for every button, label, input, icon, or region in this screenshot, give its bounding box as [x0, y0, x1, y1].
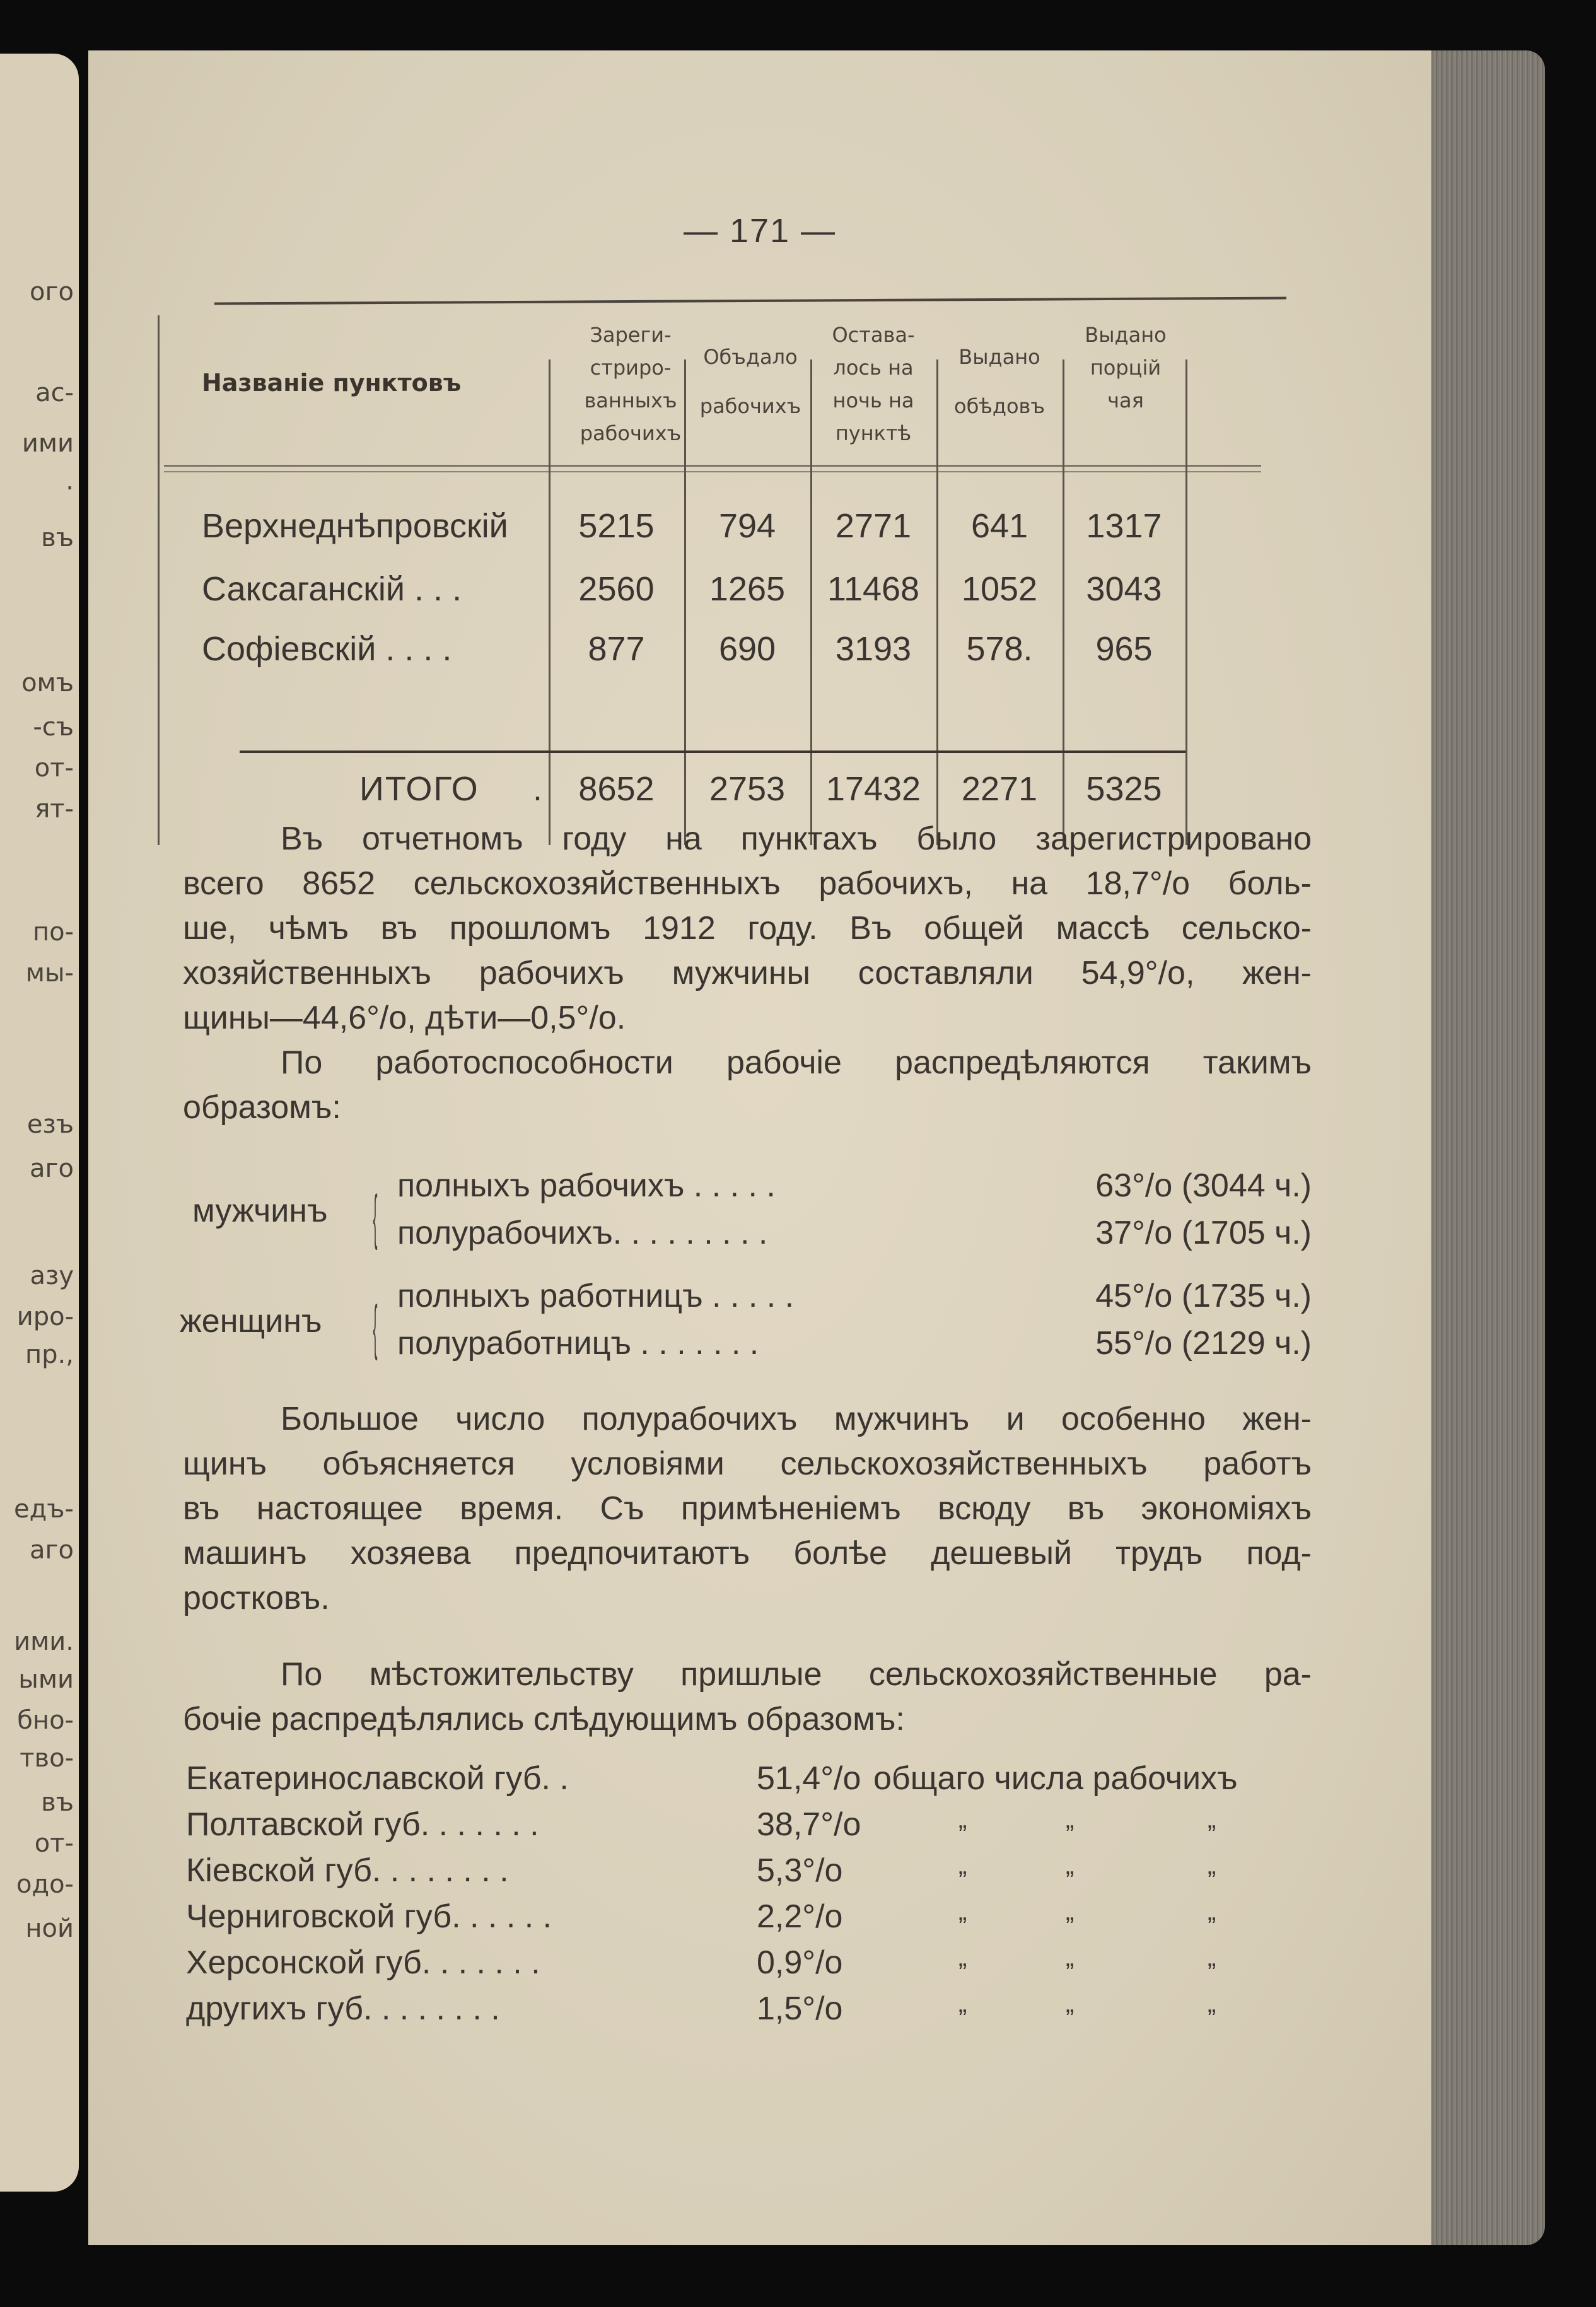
- row-value: 11468: [827, 570, 920, 608]
- text-line: образомъ:: [183, 1089, 341, 1126]
- text-line: всего 8652 сельскохозяйственныхъ рабочихъ, на 18,7°/o боль-: [183, 865, 1312, 902]
- province-value: 0,9°/o: [757, 1944, 843, 1981]
- table-header: [164, 312, 1261, 457]
- header-cell: стриро-: [590, 356, 672, 380]
- table-row: [164, 506, 1261, 563]
- left-fragment: одо-: [16, 1870, 74, 1899]
- row-value: 877: [588, 630, 645, 668]
- header-rule-2: [164, 471, 1261, 472]
- brace-icon: {: [373, 1183, 378, 1251]
- group-line: полныхъ рабочихъ . . . . .: [397, 1167, 776, 1204]
- row-value: 965: [1095, 630, 1153, 668]
- total-label: ИТОГО: [359, 770, 479, 808]
- ditto-mark: „: [1208, 1898, 1216, 1925]
- province-row: [186, 1806, 1315, 1850]
- header-cell: порцій: [1090, 356, 1162, 380]
- province-value: 51,4°/o: [757, 1760, 861, 1797]
- left-fragment: ас-: [35, 378, 74, 407]
- group-line: полныхъ работницъ . . . . .: [397, 1278, 795, 1314]
- province-name: [186, 1990, 500, 2028]
- left-fragment: бно-: [17, 1706, 74, 1735]
- text-line: машинъ хозяева предпочитаютъ болѣе дешевый трудъ под-: [183, 1535, 1312, 1572]
- ditto-mark: „: [1066, 1806, 1075, 1833]
- page-edges: [1428, 50, 1545, 2245]
- text-line: По работоспособности рабочіе распредѣляются такимъ: [281, 1044, 1312, 1081]
- text-line: Большое число полурабочихъ мужчинъ и особенно жен-: [281, 1401, 1312, 1437]
- text-line: Въ отчетномъ году на пунктахъ было зарегистрировано: [281, 821, 1312, 857]
- ditto-mark: „: [1208, 1944, 1216, 1971]
- left-fragment: от-: [34, 1829, 74, 1858]
- table-row: [164, 629, 1261, 686]
- row-value: 794: [718, 507, 776, 545]
- group-label: мужчинъ: [192, 1193, 328, 1229]
- row-value: 1317: [1086, 507, 1162, 545]
- table-column-rule: [158, 315, 160, 845]
- header-name: Названіе пунктовъ: [202, 369, 462, 397]
- province-dots: . . . . . .: [431, 1944, 540, 1981]
- province-value: 1,5°/o: [757, 1990, 843, 2027]
- ditto-mark: „: [958, 1898, 967, 1925]
- group-line: полурабочихъ. . . . . . . . .: [397, 1215, 768, 1251]
- province-row: [186, 1898, 1315, 1942]
- paragraph-1: [183, 817, 1312, 1041]
- left-fragment: аго: [30, 1154, 74, 1183]
- row-value: 690: [718, 630, 776, 668]
- group-label: женщинъ: [180, 1303, 322, 1340]
- left-fragment: омъ: [21, 669, 74, 698]
- province-row: [186, 1990, 1315, 2035]
- row-name: Верхнеднѣпровскій: [202, 507, 508, 545]
- province-label: Полтавской губ.: [186, 1806, 430, 1843]
- header-cell: пунктѣ: [835, 421, 912, 445]
- group-value: 45°/o (1735 ч.): [1095, 1278, 1312, 1314]
- ditto-mark: „: [958, 1806, 967, 1833]
- text-line: въ настоящее время. Съ примѣненіемъ всюду въ экономіяхъ: [183, 1490, 1312, 1527]
- row-value: 1265: [709, 570, 786, 608]
- province-name: [186, 1944, 540, 1982]
- row-name: Софіевскій . . . .: [202, 630, 452, 668]
- province-row: [186, 1760, 1315, 1804]
- left-fragment: -съ: [33, 713, 74, 742]
- ditto-mark: „: [1066, 1852, 1075, 1879]
- left-fragment: едъ-: [14, 1495, 74, 1524]
- ditto-mark: „: [958, 1944, 967, 1971]
- left-fragment: от-: [34, 754, 74, 783]
- province-label: Кіевской губ.: [186, 1852, 382, 1889]
- province-label: Екатеринославской губ.: [186, 1760, 550, 1797]
- row-value: 3043: [1086, 570, 1162, 608]
- total-value: 17432: [825, 770, 921, 808]
- table-row: [164, 569, 1261, 626]
- province-dots: . . . . . . .: [381, 1852, 509, 1889]
- left-fragment: азу: [30, 1261, 74, 1290]
- brace-icon: {: [373, 1293, 378, 1361]
- left-fragment: .: [66, 467, 74, 496]
- row-value: 578.: [966, 630, 1033, 668]
- left-fragment: ими: [21, 429, 74, 458]
- province-tail: общаго числа рабочихъ: [873, 1760, 1238, 1797]
- province-row: [186, 1852, 1315, 1896]
- header-cell: Выдано: [958, 345, 1040, 369]
- province-dots: .: [550, 1760, 569, 1797]
- header-cell: Объдало: [703, 345, 798, 369]
- province-value: 5,3°/o: [757, 1852, 843, 1889]
- header-cell: Выдано: [1085, 323, 1167, 347]
- row-value: 2771: [835, 507, 912, 545]
- ditto-mark: „: [1208, 1990, 1216, 2018]
- paragraph-4: [183, 1652, 1312, 1742]
- work-group: [180, 1277, 1312, 1372]
- book-page: [88, 50, 1431, 2245]
- row-value: 2560: [578, 570, 655, 608]
- left-fragment: ыми: [18, 1665, 74, 1694]
- row-value: 641: [970, 507, 1028, 545]
- province-label: Черниговской губ.: [186, 1898, 461, 1935]
- ditto-mark: „: [958, 1990, 967, 2018]
- group-value: 63°/o (3044 ч.): [1095, 1167, 1312, 1204]
- header-rule: [164, 465, 1261, 467]
- text-line: По мѣстожительству пришлые сельскохозяйственные ра-: [281, 1656, 1312, 1693]
- table-top-rule: [214, 297, 1286, 305]
- header-cell: рабочихъ: [580, 421, 682, 445]
- page-number: — 171 —: [683, 212, 837, 250]
- ditto-mark: „: [1066, 1898, 1075, 1925]
- paragraph-3: [183, 1397, 1312, 1621]
- left-fragment: тво-: [20, 1744, 74, 1773]
- text-line: ростковъ.: [183, 1580, 330, 1616]
- text-line: щинъ объясняется условіями сельскохозяйственныхъ работъ: [183, 1446, 1312, 1482]
- total-rule: [240, 751, 555, 753]
- group-line: полуработницъ . . . . . . .: [397, 1325, 759, 1362]
- left-fragment: мы-: [25, 959, 74, 988]
- left-fragment: иро-: [16, 1302, 74, 1331]
- group-value: 55°/o (2129 ч.): [1095, 1325, 1312, 1362]
- left-fragment: ной: [25, 1914, 74, 1943]
- left-fragment: ими.: [14, 1627, 74, 1656]
- text-line: хозяйственныхъ рабочихъ мужчины составляли 54,9°/o, жен-: [183, 955, 1312, 991]
- province-row: [186, 1944, 1315, 1989]
- total-value: 8652: [578, 770, 655, 808]
- header-cell: чая: [1107, 388, 1144, 412]
- province-name: [186, 1898, 552, 1936]
- work-group: [180, 1167, 1312, 1261]
- ditto-mark: „: [1208, 1852, 1216, 1879]
- province-dots: . . . . . .: [429, 1806, 539, 1843]
- province-label: Херсонской губ.: [186, 1944, 431, 1981]
- province-dots: . . . . .: [460, 1898, 552, 1935]
- text-line: бочіе распредѣлялись слѣдующимъ образомъ:: [183, 1701, 905, 1738]
- left-fragment: езъ: [26, 1110, 74, 1139]
- paragraph-2: [183, 1041, 1312, 1130]
- group-value: 37°/o (1705 ч.): [1095, 1215, 1312, 1251]
- row-value: 1052: [961, 570, 1038, 608]
- total-dot: .: [533, 770, 543, 808]
- left-fragment: въ: [41, 1788, 74, 1817]
- province-name: [186, 1760, 569, 1797]
- total-value: 2271: [961, 770, 1038, 808]
- header-cell: обѣдовъ: [954, 394, 1045, 418]
- province-label: другихъ губ.: [186, 1990, 373, 2027]
- province-name: [186, 1852, 509, 1889]
- province-name: [186, 1806, 539, 1843]
- header-cell: рабочихъ: [699, 394, 801, 418]
- left-fragment: ого: [30, 277, 74, 307]
- row-value: 5215: [578, 507, 655, 545]
- header-cell: Остава-: [832, 323, 915, 347]
- header-cell: лось на: [833, 356, 914, 380]
- text-line: ше, чѣмъ въ прошломъ 1912 году. Въ общей массѣ сельско-: [183, 910, 1312, 947]
- total-value: 5325: [1086, 770, 1162, 808]
- province-value: 2,2°/o: [757, 1898, 843, 1935]
- ditto-mark: „: [958, 1852, 967, 1879]
- row-value: 3193: [835, 630, 912, 668]
- row-name: Саксаганскій . . .: [202, 570, 462, 608]
- text-line: щины—44,6°/o, дѣти—0,5°/o.: [183, 1000, 626, 1036]
- left-fragment: въ: [41, 523, 74, 552]
- left-page-edge: [0, 54, 79, 2192]
- header-cell: Зареги-: [590, 323, 672, 347]
- province-dots: . . . . . . .: [372, 1990, 500, 2027]
- left-fragment: по-: [32, 918, 74, 947]
- ditto-mark: „: [1066, 1990, 1075, 2018]
- total-value: 2753: [709, 770, 786, 808]
- ditto-mark: „: [1066, 1944, 1075, 1971]
- ditto-mark: „: [1208, 1806, 1216, 1833]
- province-value: 38,7°/o: [757, 1806, 861, 1843]
- left-fragment: пр.,: [25, 1340, 74, 1369]
- left-fragment: ят-: [35, 795, 74, 824]
- header-cell: ванныхъ: [584, 388, 677, 412]
- header-cell: ночь на: [832, 388, 914, 412]
- left-fragment: аго: [30, 1536, 74, 1565]
